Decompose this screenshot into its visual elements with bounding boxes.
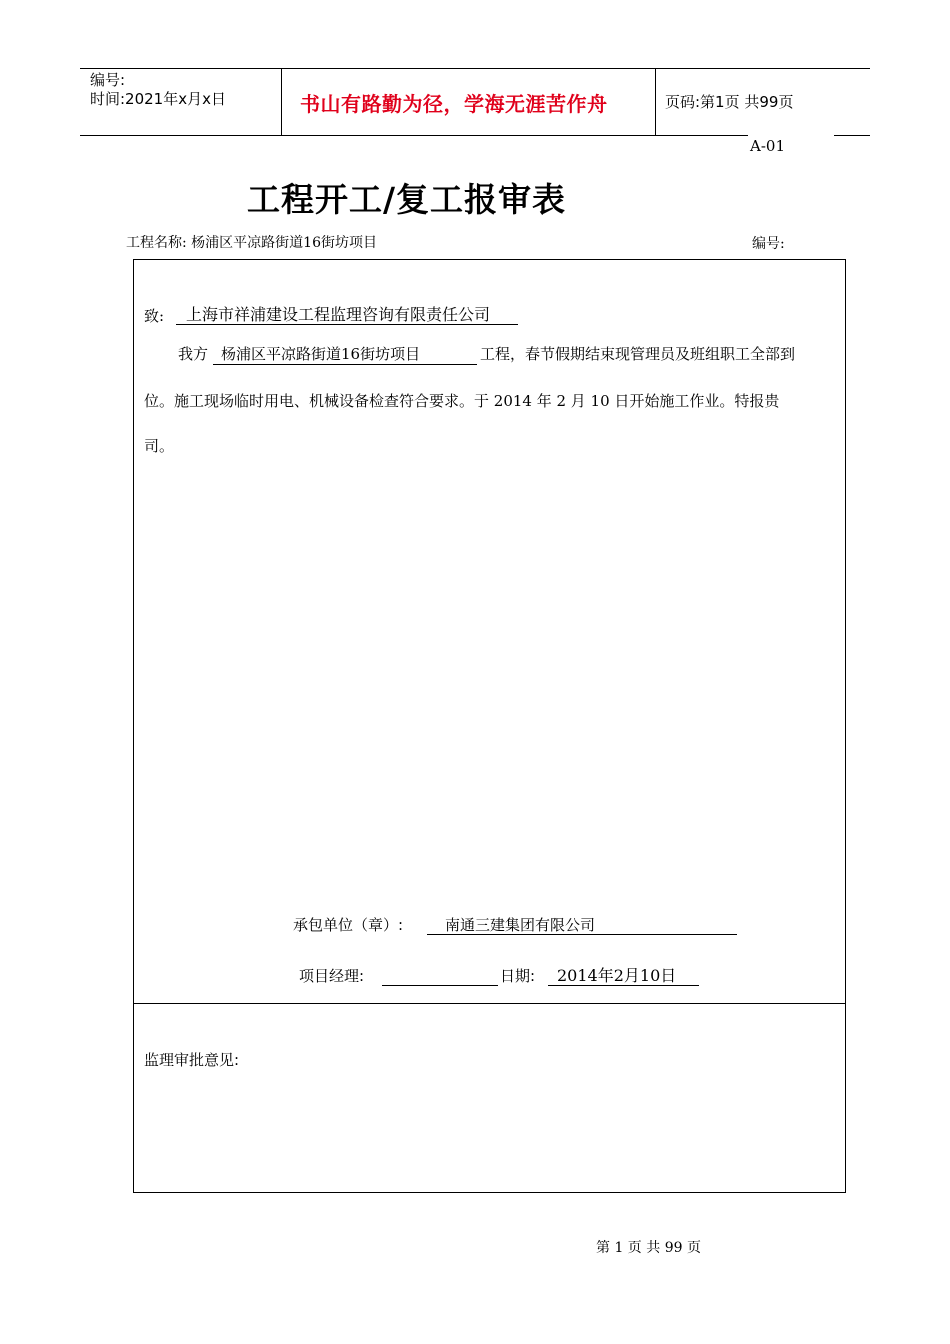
para-line1-project: 杨浦区平凉路街道16街坊项目 — [221, 345, 421, 363]
para-line1-suffix: 工程，春节假期结束现管理员及班组职工全部到 — [480, 345, 796, 363]
form-code: A-01 — [750, 137, 785, 155]
header-bottom-rule-right — [834, 135, 870, 136]
contractor-name: 南通三建集团有限公司 — [445, 916, 596, 934]
to-label: 致: — [144, 307, 165, 325]
footer-page-number: 第 1 页 共 99 页 — [596, 1240, 701, 1256]
form-section-divider — [133, 1003, 846, 1004]
header-time-label: 时间:2021年x月x日 — [90, 90, 226, 108]
para-line3: 司。 — [144, 437, 175, 455]
header-number-label: 编号: — [90, 71, 126, 89]
project-name-line: 工程名称: 杨浦区平凉路街道16街坊项目 — [126, 235, 377, 251]
header-divider-2 — [655, 68, 656, 135]
contractor-label: 承包单位（章）: — [293, 916, 404, 934]
to-company: 上海市祥浦建设工程监理咨询有限责任公司 — [186, 305, 491, 324]
para-line2: 位。施工现场临时用电、机械设备检查符合要求。于 2014 年 2 月 10 日开始施工作业。特报贵 — [144, 392, 780, 410]
to-company-underline — [176, 324, 518, 325]
document-number-label: 编号: — [752, 236, 785, 252]
header-top-rule — [80, 68, 870, 69]
date-value: 2014年2月10日 — [557, 966, 677, 985]
contractor-underline — [427, 934, 737, 935]
date-label: 日期: — [500, 967, 536, 985]
para-line1-prefix: 我方 — [178, 345, 209, 363]
header-divider-1 — [281, 68, 282, 135]
header-motto: 书山有路勤为径，学海无涯苦作舟 — [300, 92, 608, 116]
para-line1-project-underline — [213, 364, 477, 365]
manager-signature-line — [382, 985, 498, 986]
manager-label: 项目经理: — [299, 967, 365, 985]
page-title: 工程开工/复工报审表 — [247, 180, 567, 219]
header-page-info: 页码:第1页 共99页 — [665, 93, 794, 111]
date-underline — [548, 985, 699, 986]
header-bottom-rule-left — [80, 135, 748, 136]
review-label: 监理审批意见: — [144, 1051, 240, 1069]
